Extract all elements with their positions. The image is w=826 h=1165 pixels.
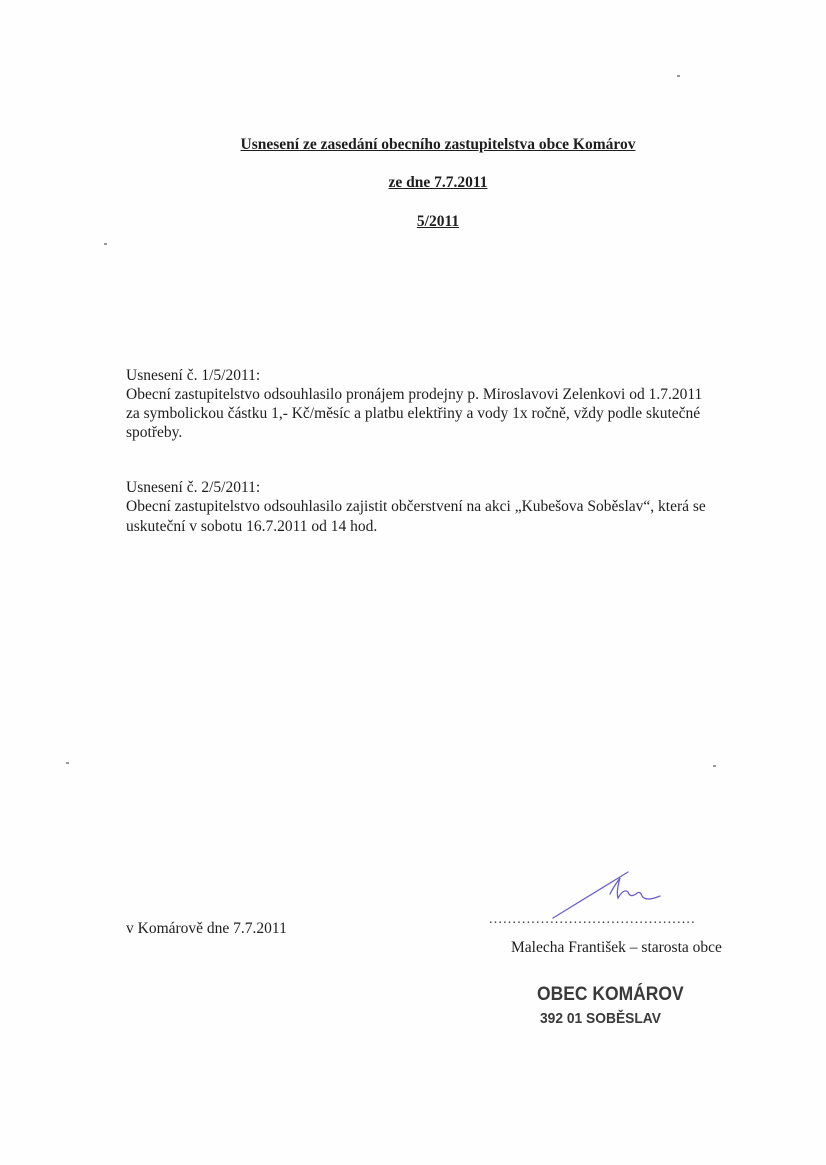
place-and-date: v Komárově dne 7.7.2011	[126, 920, 287, 937]
resolution-text-line: spotřeby.	[126, 424, 183, 441]
signature-line: ............................................	[489, 912, 696, 927]
resolution-text-line: Obecní zastupitelstvo odsouhlasilo pronájem prodejny p. Miroslavovi Zelenkovi od 1.7.2011	[126, 386, 703, 403]
scan-speck	[677, 75, 680, 77]
document-number: 5/2011	[416, 213, 460, 230]
document-title: Usnesení ze zasedání obecního zastupitelstva obce Komárov	[240, 136, 636, 153]
scan-speck	[66, 762, 69, 764]
resolution-heading: Usnesení č. 2/5/2011:	[126, 479, 261, 496]
signatory-name: Malecha František – starosta obce	[511, 939, 722, 956]
scan-speck	[104, 243, 107, 245]
resolution-heading: Usnesení č. 1/5/2011:	[126, 367, 261, 384]
resolution-text-line: Obecní zastupitelstvo odsouhlasilo zajistit občerstvení na akci „Kubešova Soběslav“, která se	[126, 498, 706, 515]
scan-speck	[713, 765, 716, 767]
resolution-text-line: za symbolickou částku 1,- Kč/měsíc a platbu elektřiny a vody 1x ročně, vždy podle skutečné	[126, 405, 701, 422]
document-date: ze dne 7.7.2011	[388, 174, 488, 191]
resolution-text-line: uskuteční v sobotu 16.7.2011 od 14 hod.	[126, 518, 378, 535]
stamp-line-2: 392 01 SOBĚSLAV	[540, 1010, 661, 1027]
stamp-line-1: OBEC KOMÁROV	[537, 984, 684, 1005]
